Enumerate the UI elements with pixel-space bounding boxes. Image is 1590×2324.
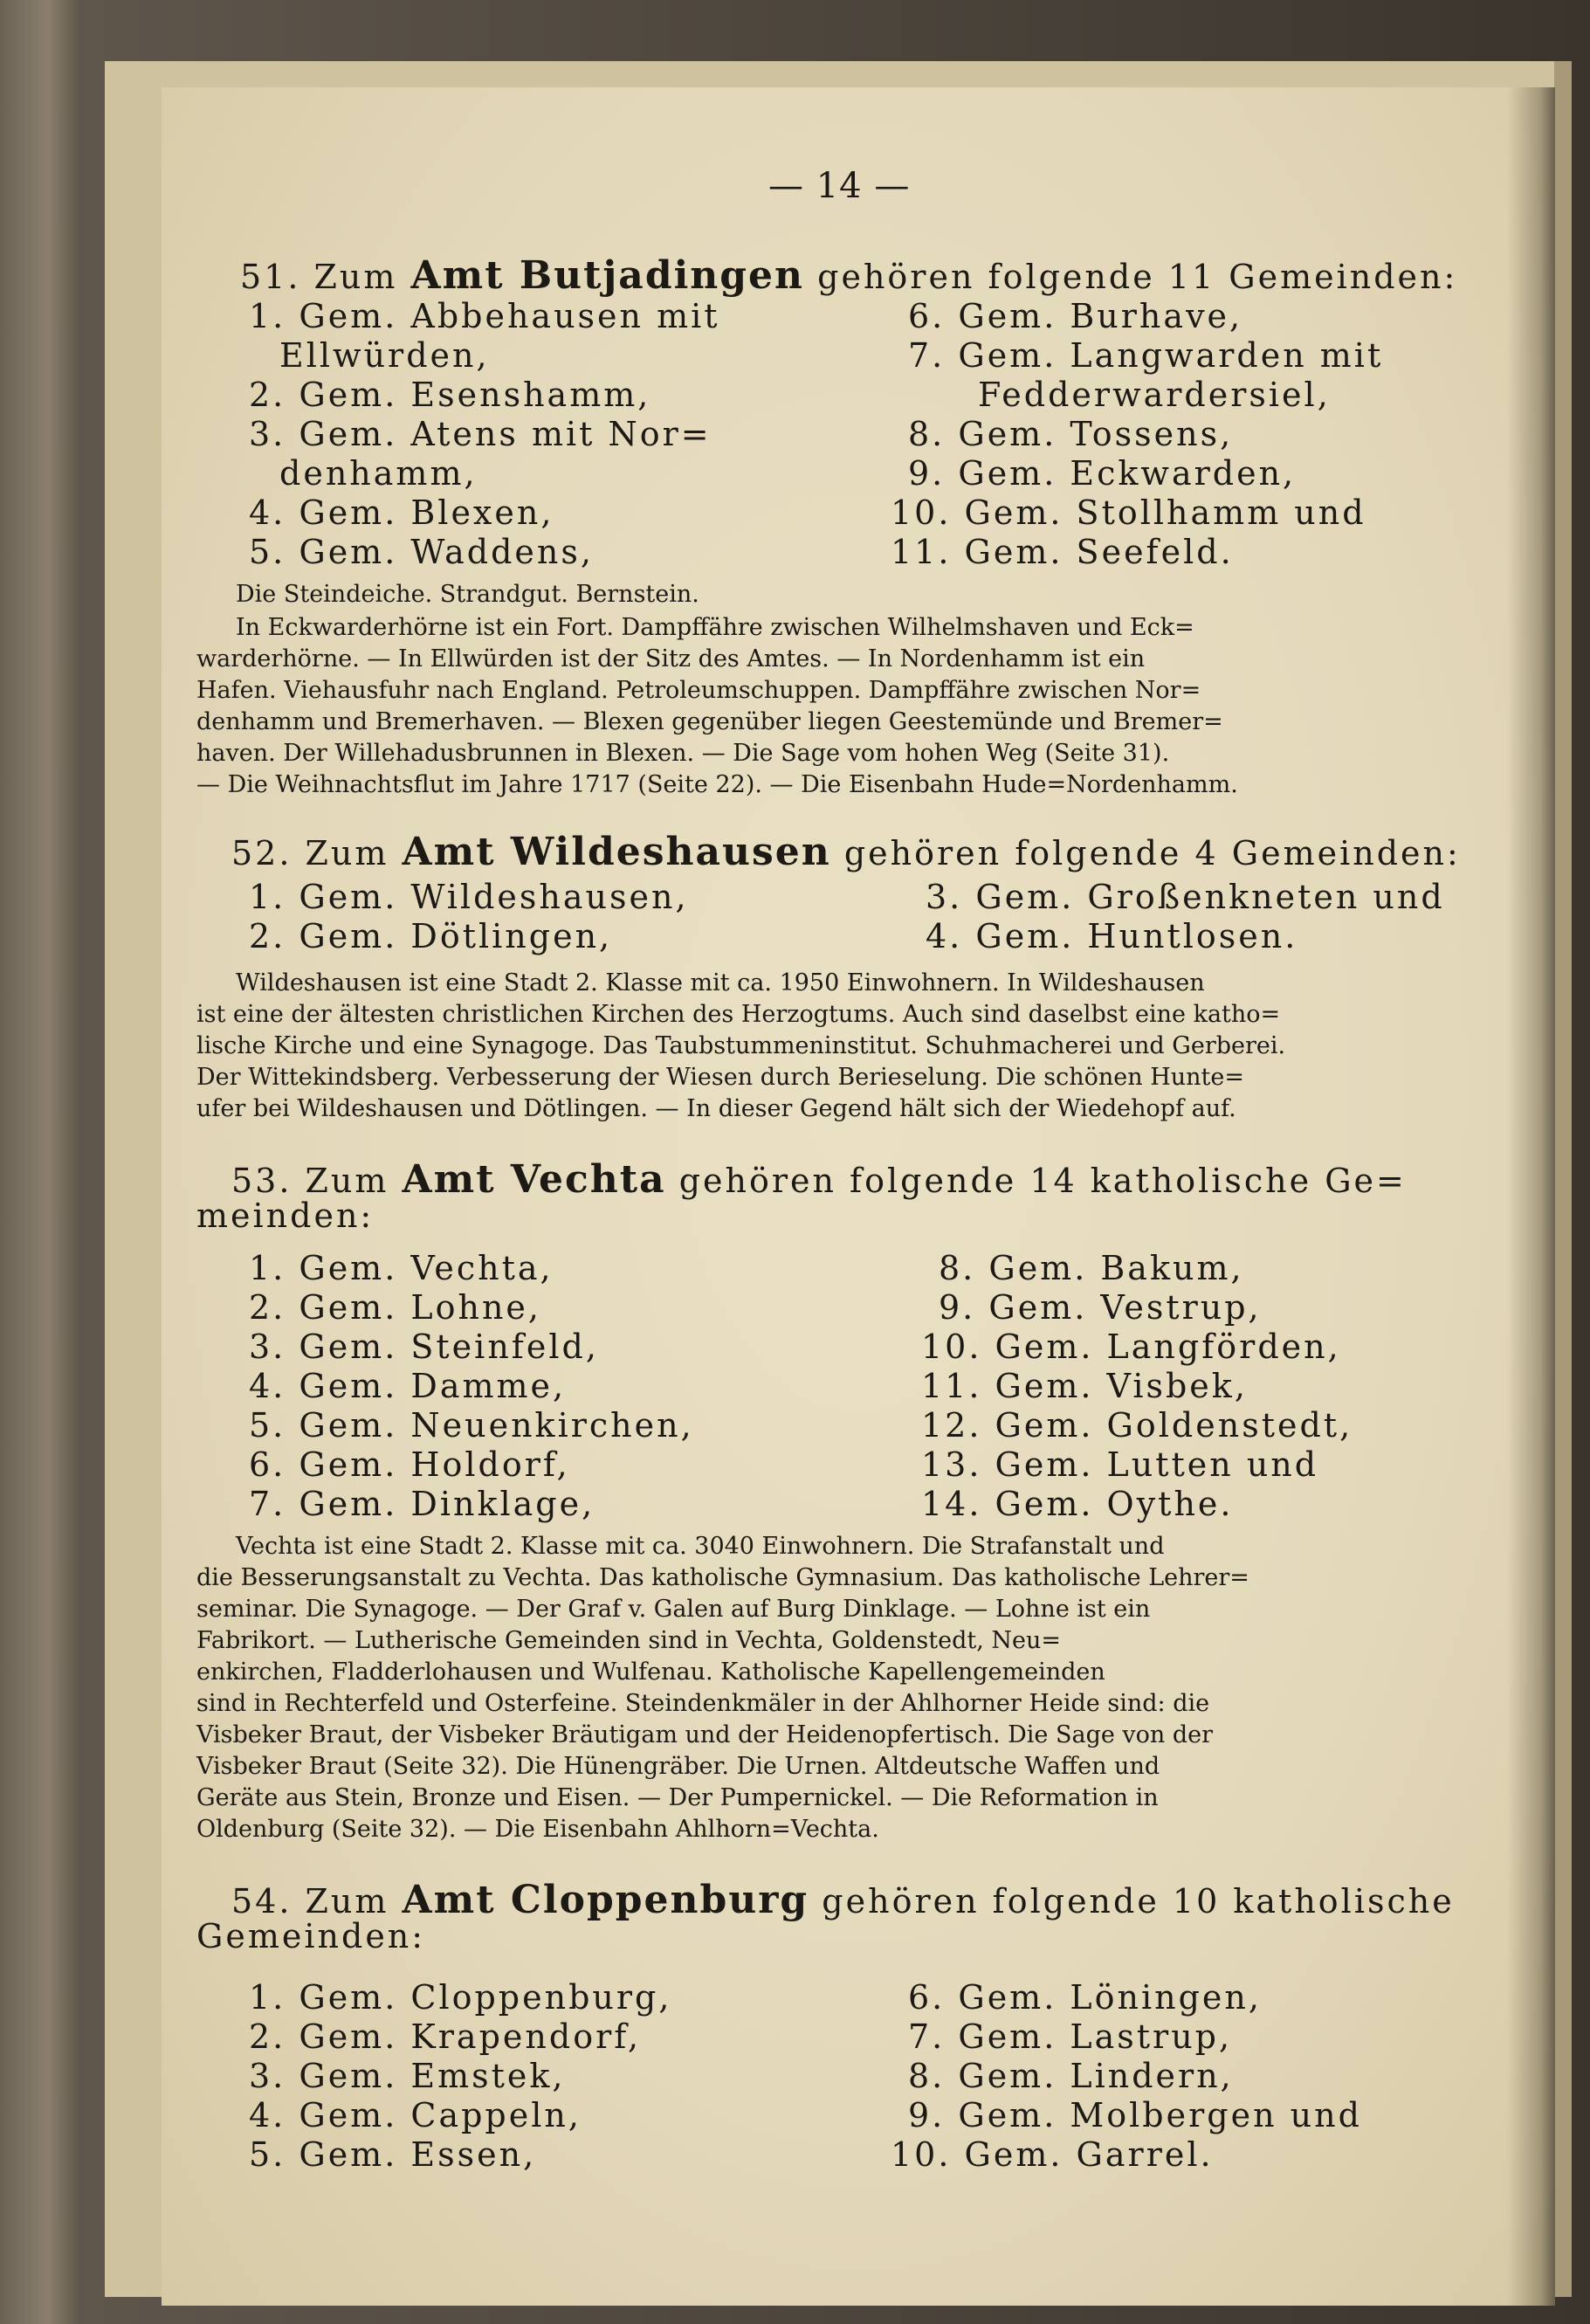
heading-continuation: meinden: bbox=[196, 1196, 375, 1235]
note-line: ufer bei Wildeshausen und Dötlingen. — In dieser Gegend hält sich der Wiedehopf auf. bbox=[196, 1095, 1236, 1122]
list-item: 9. Gem. Eckwarden, bbox=[908, 454, 1297, 493]
list-item: 6. Gem. Holdorf, bbox=[249, 1445, 570, 1484]
list-item: 9. Gem. Molbergen und bbox=[908, 2096, 1362, 2134]
list-item: 12. Gem. Goldenstedt, bbox=[921, 1406, 1353, 1445]
amt-title: Amt Butjadingen bbox=[410, 253, 805, 298]
list-item: 11. Gem. Seefeld. bbox=[891, 533, 1234, 571]
note-line: Die Steindeiche. Strandgut. Bernstein. bbox=[236, 581, 699, 608]
note-line: haven. Der Willehadusbrunnen in Blexen. — Die Sage vom hohen Weg (Seite 31). bbox=[196, 740, 1170, 767]
list-item: 13. Gem. Lutten und bbox=[921, 1445, 1319, 1484]
section-52-heading bbox=[231, 830, 1461, 874]
note-line: seminar. Die Synagoge. — Der Graf v. Galen auf Burg Dinklage. — Lohne ist ein bbox=[196, 1596, 1151, 1623]
note-line: Geräte aus Stein, Bronze und Eisen. — Der Pumpernickel. — Die Reformation in bbox=[196, 1784, 1159, 1811]
list-item: 6. Gem. Löningen, bbox=[908, 1978, 1262, 2017]
list-item: 10. Gem. Garrel. bbox=[891, 2135, 1214, 2174]
list-item: 8. Gem. Tossens, bbox=[908, 415, 1234, 453]
note-line: Fabrikort. — Lutherische Gemeinden sind in Vechta, Goldenstedt, Neu= bbox=[196, 1627, 1062, 1654]
note-line: Vechta ist eine Stadt 2. Klasse mit ca. 3040 Einwohnern. Die Strafanstalt und bbox=[236, 1533, 1165, 1560]
note-line: Oldenburg (Seite 32). — Die Eisenbahn Ahlhorn=Vechta. bbox=[196, 1816, 879, 1843]
list-item: 1. Gem. Vechta, bbox=[249, 1249, 554, 1287]
heading-post: gehören folgende 10 katholische bbox=[822, 1882, 1455, 1921]
list-item: 8. Gem. Bakum, bbox=[939, 1249, 1244, 1287]
note-line: Hafen. Viehausfuhr nach England. Petroleumschuppen. Dampffähre zwischen Nor= bbox=[196, 677, 1201, 704]
heading-post: gehören folgende 14 katholische Ge= bbox=[678, 1162, 1407, 1200]
list-item: 2. Gem. Dötlingen, bbox=[249, 917, 613, 955]
section-number: 54. bbox=[231, 1882, 293, 1921]
list-item: Fedderwardersiel, bbox=[978, 376, 1331, 414]
note-line: enkirchen, Fladderlohausen und Wulfenau. Katholische Kapellengemeinden bbox=[196, 1659, 1105, 1686]
list-item: 7. Gem. Dinklage, bbox=[249, 1485, 595, 1523]
list-item: 5. Gem. Essen, bbox=[249, 2135, 537, 2174]
amt-title: Amt Wildeshausen bbox=[402, 830, 831, 874]
list-item: 3. Gem. Atens mit Nor= bbox=[249, 415, 712, 453]
heading-pre: Zum bbox=[305, 834, 389, 872]
gutter-shadow bbox=[1507, 87, 1555, 2306]
page-number: — 14 — bbox=[768, 166, 911, 206]
section-54-heading bbox=[231, 1878, 1455, 1922]
list-item: 8. Gem. Lindern, bbox=[908, 2057, 1234, 2095]
list-item: 2. Gem. Krapendorf, bbox=[249, 2017, 642, 2056]
list-item: 7. Gem. Langwarden mit bbox=[908, 336, 1384, 375]
note-line: sind in Rechterfeld und Osterfeine. Steindenkmäler in der Ahlhorner Heide sind: die bbox=[196, 1690, 1210, 1717]
heading-pre: Zum bbox=[305, 1162, 389, 1200]
list-item: 2. Gem. Lohne, bbox=[249, 1288, 541, 1327]
list-item: 1. Gem. Cloppenburg, bbox=[249, 1978, 672, 2017]
list-item: 4. Gem. Cappeln, bbox=[249, 2096, 582, 2134]
heading-post: gehören folgende 4 Gemeinden: bbox=[843, 834, 1461, 872]
list-item: denhamm, bbox=[279, 454, 478, 493]
heading-continuation: Gemeinden: bbox=[196, 1917, 426, 1955]
list-item: 5. Gem. Neuenkirchen, bbox=[249, 1406, 694, 1445]
amt-title: Amt Vechta bbox=[402, 1157, 666, 1202]
note-line: die Besserungsanstalt zu Vechta. Das katholische Gymnasium. Das katholische Lehrer= bbox=[196, 1564, 1249, 1591]
note-line: Der Wittekindsberg. Verbesserung der Wiesen durch Berieselung. Die schönen Hunte= bbox=[196, 1064, 1244, 1091]
list-item: 9. Gem. Vestrup, bbox=[939, 1288, 1262, 1327]
note-line: lische Kirche und eine Synagoge. Das Taubstummeninstitut. Schuhmacherei und Gerberei. bbox=[196, 1032, 1286, 1059]
list-item: 4. Gem. Damme, bbox=[249, 1367, 567, 1405]
list-item: Ellwürden, bbox=[279, 336, 490, 375]
list-item: 3. Gem. Großenkneten und bbox=[926, 878, 1445, 916]
list-item: 1. Gem. Abbehausen mit bbox=[249, 297, 720, 335]
list-item: 3. Gem. Steinfeld, bbox=[249, 1328, 599, 1366]
note-line: Wildeshausen ist eine Stadt 2. Klasse mit ca. 1950 Einwohnern. In Wildeshausen bbox=[236, 969, 1205, 996]
list-item: 10. Gem. Langförden, bbox=[921, 1328, 1341, 1366]
list-item: 4. Gem. Huntlosen. bbox=[926, 917, 1298, 955]
note-line: Visbeker Braut (Seite 32). Die Hünengräber. Die Urnen. Altdeutsche Waffen und bbox=[196, 1753, 1160, 1780]
list-item: 2. Gem. Esenshamm, bbox=[249, 376, 651, 414]
note-line: Visbeker Braut, der Visbeker Bräutigam und der Heidenopfertisch. Die Sage von der bbox=[196, 1721, 1214, 1748]
note-line: — Die Weihnachtsflut im Jahre 1717 (Seite 22). — Die Eisenbahn Hude=Nordenhamm. bbox=[196, 771, 1238, 798]
list-item: 11. Gem. Visbek, bbox=[921, 1367, 1248, 1405]
list-item: 4. Gem. Blexen, bbox=[249, 493, 554, 532]
section-51-heading bbox=[240, 253, 1457, 298]
note-line: denhamm und Bremerhaven. — Blexen gegenüber liegen Geestemünde und Bremer= bbox=[196, 708, 1223, 735]
page bbox=[162, 87, 1555, 2306]
heading-pre: Zum bbox=[305, 1882, 389, 1921]
note-line: ist eine der ältesten christlichen Kirchen des Herzogtums. Auch sind daselbst eine katho= bbox=[196, 1001, 1281, 1028]
list-item: 6. Gem. Burhave, bbox=[908, 297, 1243, 335]
list-item: 1. Gem. Wildeshausen, bbox=[249, 878, 689, 916]
list-item: 5. Gem. Waddens, bbox=[249, 533, 594, 571]
section-number: 52. bbox=[231, 834, 293, 872]
section-number: 53. bbox=[231, 1162, 293, 1200]
section-number: 51. bbox=[240, 258, 301, 296]
section-53-heading bbox=[231, 1157, 1407, 1202]
amt-title: Amt Cloppenburg bbox=[402, 1878, 809, 1922]
note-line: warderhörne. — In Ellwürden ist der Sitz des Amtes. — In Nordenhamm ist ein bbox=[196, 645, 1146, 672]
heading-post: gehören folgende 11 Gemeinden: bbox=[817, 258, 1458, 296]
note-line: In Eckwarderhörne ist ein Fort. Dampffähre zwischen Wilhelmshaven und Eck= bbox=[236, 614, 1194, 641]
list-item: 7. Gem. Lastrup, bbox=[908, 2017, 1233, 2056]
list-item: 3. Gem. Emstek, bbox=[249, 2057, 566, 2095]
list-item: 10. Gem. Stollhamm und bbox=[891, 493, 1366, 532]
list-item: 14. Gem. Oythe. bbox=[921, 1485, 1234, 1523]
heading-pre: Zum bbox=[313, 258, 398, 296]
